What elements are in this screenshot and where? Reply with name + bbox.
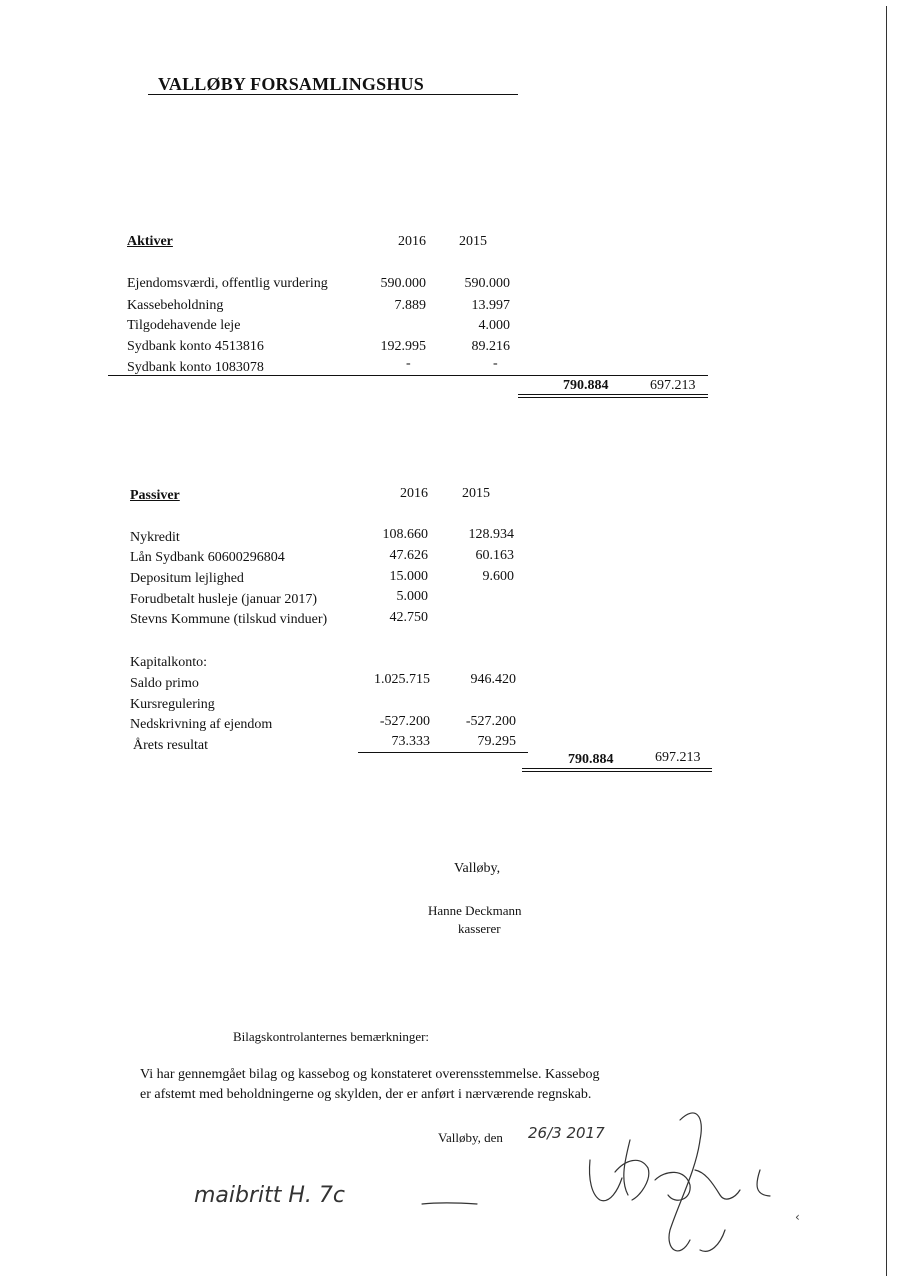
row-value-2015: 590.000 — [464, 276, 510, 291]
row-label: Tilgodehavende leje — [127, 318, 241, 333]
row-label: Årets resultat — [133, 738, 209, 753]
aktiver-sum-rule — [108, 375, 708, 376]
row-value-2015: -527.200 — [465, 714, 516, 729]
row-value-2015: 60.163 — [475, 548, 514, 563]
aktiver-total-double-rule-bottom — [518, 397, 708, 398]
row-value-2016: 7.889 — [394, 298, 426, 313]
signer-role: kasserer — [458, 921, 501, 936]
signature-left-stroke — [192, 1178, 482, 1218]
passiver-total-2015: 697.213 — [655, 750, 701, 765]
row-value-2015: 89.216 — [471, 339, 510, 354]
stray-mark: ‹ — [795, 1210, 800, 1224]
row-label: Sydbank konto 1083078 — [127, 360, 264, 375]
row-value-2016: 192.995 — [380, 339, 426, 354]
row-value-2016: -527.200 — [379, 714, 430, 729]
aktiver-year-2015: 2015 — [459, 234, 487, 249]
row-label: Forudbetalt husleje (januar 2017) — [130, 592, 318, 607]
passiver-year-2016: 2016 — [400, 486, 428, 501]
row-label: Nykredit — [130, 530, 180, 545]
row-value-2015: 128.934 — [468, 527, 514, 542]
row-label: Ejendomsværdi, offentlig vurdering — [127, 276, 328, 291]
row-value-2016: 1.025.715 — [374, 672, 430, 687]
kapitalkonto-heading: Kapitalkonto: — [130, 655, 207, 670]
row-value-2016: 5.000 — [396, 589, 428, 604]
handwritten-date: 26/3 2017 — [528, 1124, 605, 1142]
passiver-total-2016: 790.884 — [568, 752, 614, 767]
row-label: Kursregulering — [130, 697, 215, 712]
row-value-2015: 79.295 — [477, 734, 516, 749]
row-value-2015: 946.420 — [470, 672, 516, 687]
row-label: Sydbank konto 4513816 — [127, 339, 264, 354]
aktiver-heading: Aktiver — [127, 234, 173, 249]
place-label: Valløby, — [454, 861, 501, 876]
row-value-2015: 4.000 — [478, 318, 510, 333]
row-value-2016: 590.000 — [380, 276, 426, 291]
row-value-2016: 15.000 — [389, 569, 428, 584]
row-value-2016: 42.750 — [389, 610, 428, 625]
aktiver-total-double-rule-top — [518, 394, 708, 395]
signature-right-icon — [570, 1100, 800, 1270]
row-value-2015: 9.600 — [482, 569, 514, 584]
title-underline — [148, 94, 518, 95]
row-value-2015: 13.997 — [471, 298, 510, 313]
row-value-2015: - — [493, 356, 498, 371]
date-label: Valløby, den — [438, 1130, 503, 1145]
row-label: Saldo primo — [130, 676, 199, 691]
row-value-2016: 47.626 — [389, 548, 428, 563]
row-value-2016: 73.333 — [391, 734, 430, 749]
row-label: Lån Sydbank 60600296804 — [130, 550, 285, 565]
row-label: Stevns Kommune (tilskud vinduer) — [130, 612, 328, 627]
aktiver-year-2016: 2016 — [398, 234, 426, 249]
aktiver-total-2015: 697.213 — [650, 378, 696, 393]
row-label: Kassebeholdning — [127, 298, 224, 313]
passiver-total-double-rule-top — [522, 768, 712, 769]
aktiver-total-2016: 790.884 — [563, 378, 609, 393]
passiver-heading: Passiver — [130, 488, 180, 503]
passiver-total-double-rule-bottom — [522, 771, 712, 772]
row-value-2016: 108.660 — [382, 527, 428, 542]
passiver-sum-rule — [358, 752, 528, 753]
document-title: VALLØBY FORSAMLINGSHUS — [158, 74, 424, 94]
remarks-line-1: Vi har gennemgået bilag og kassebog og konstateret overensstemmelse. Kassebog — [140, 1067, 600, 1082]
page-edge-line — [886, 6, 887, 1276]
remarks-heading: Bilagskontrolanternes bemærkninger: — [233, 1029, 430, 1044]
signer-name: Hanne Deckmann — [428, 903, 522, 918]
row-value-2016: - — [406, 356, 411, 371]
row-label: Depositum lejlighed — [130, 571, 244, 586]
row-label: Nedskrivning af ejendom — [130, 717, 273, 732]
passiver-year-2015: 2015 — [462, 486, 490, 501]
remarks-line-2: er afstemt med beholdningerne og skylden, der er anført i nærværende regnskab. — [140, 1087, 592, 1102]
signature-left: maibritt H. 7c — [194, 1183, 346, 1208]
